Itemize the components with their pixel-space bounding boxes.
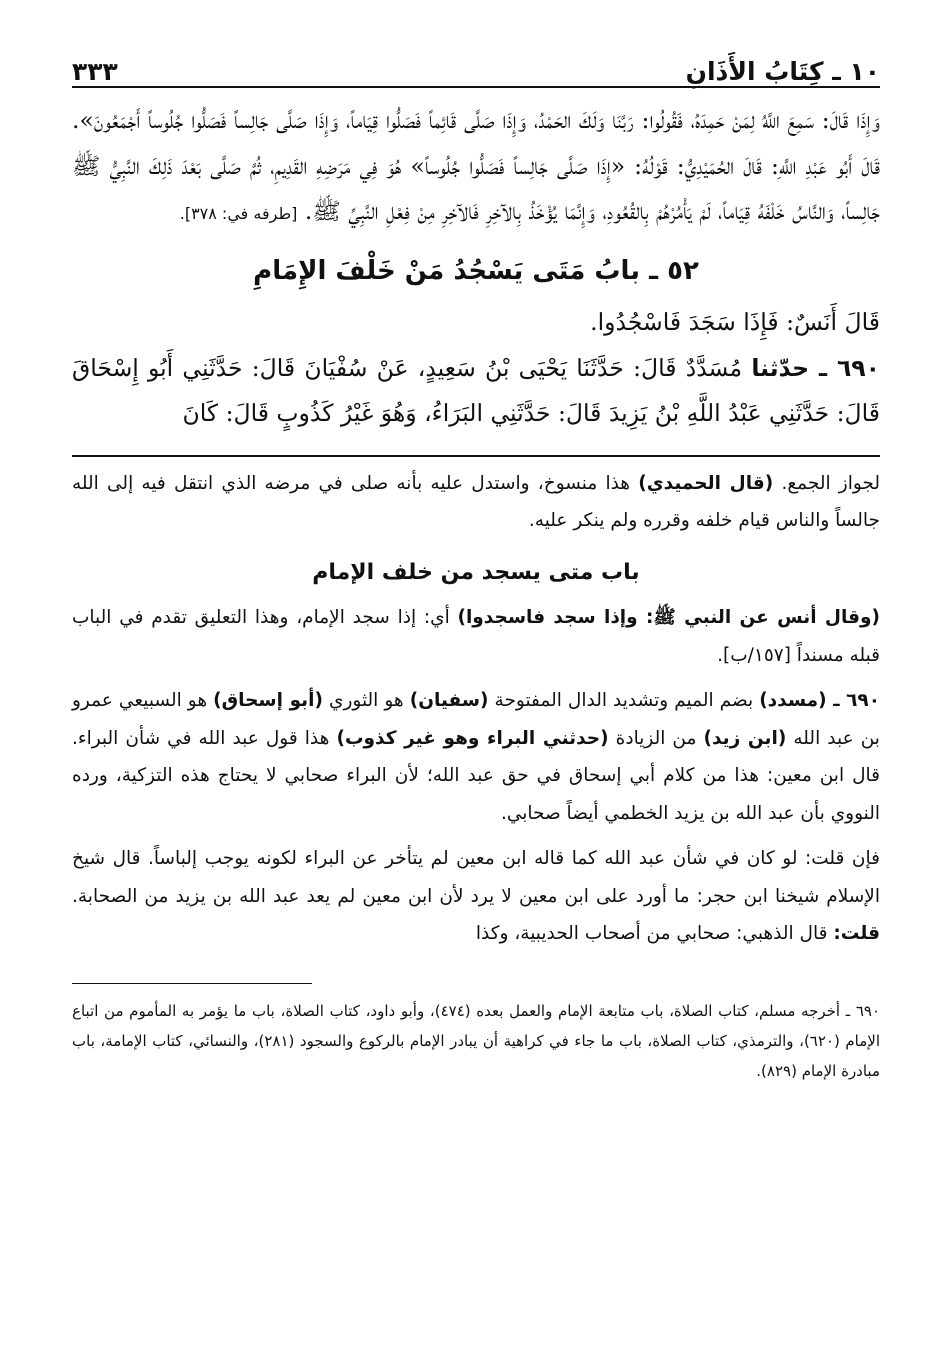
quoted-term: (قال الحميدي) bbox=[638, 472, 774, 494]
quoted-term: (ابن زيد) bbox=[703, 727, 787, 749]
footnote: ٦٩٠ ـ أخرجه مسلم، كتاب الصلاة، باب متابعة الإمام والعمل بعده (٤٧٤)، وأبو داود، كتاب الصلاة، باب ما يؤمر به المأموم من اتباع الإمام (٦٢٠)، والترمذي، كتاب الصلاة، باب ما جاء في كراهية أن يبادر الإمام بالركوع والسجود (٢٨١)، والنسائي، كتاب الإمامة، باب مبادرة الإمام (٨٢٩). bbox=[72, 1001, 880, 1080]
hadith-text-block bbox=[72, 98, 880, 437]
quoted-term: (حدثني البراء وهو غير كذوب) bbox=[336, 727, 609, 749]
commentary-text: هذا قول عبد الله في شأن البراء. قال ابن معين: هذا من كلام أبي إسحاق في حق عبد الله؛ لأن البراء صحابي لا يحتاج هذه التزكية، ورده النووي بأن عبد الله بن يزيد الخطمي أيضاً صحابي. bbox=[72, 727, 880, 824]
commentary-text: قال الذهبي: صحابي من أصحاب الحديبية، وكذا bbox=[475, 923, 828, 944]
commentary-paragraph bbox=[72, 599, 880, 674]
quoted-term: ٦٩٠ ـ (مسدد) bbox=[759, 690, 881, 711]
chapter-title: ١٠ ـ كِتَابُ الأَذَانِ bbox=[685, 57, 880, 86]
quoted-term: (سفيان) bbox=[409, 690, 489, 711]
hadith-690 bbox=[72, 346, 880, 437]
commentary-paragraph bbox=[72, 840, 880, 953]
commentary-paragraph bbox=[72, 465, 880, 540]
commentary-paragraph bbox=[72, 682, 880, 832]
hadith-690-text: مُسَدَّدٌ قَالَ: حَدَّثَنَا يَحْيَى بْنُ سَعِيدٍ، عَنْ سُفْيَانَ قَالَ: حَدَّثَنِي أَبُو إِسْحَاقَ قَالَ: حَدَّثَنِي عَبْدُ اللَّهِ بْنُ يَزِيدَ قَالَ: حَدَّثَنِي البَرَاءُ، وَهُوَ غَيْرُ كَذُوبٍ قَالَ: كَانَ bbox=[72, 353, 880, 427]
quoted-term: (وقال أنس عن النبي ﷺ: وإذا سجد فاسجدوا) bbox=[457, 607, 880, 628]
hadith-paragraph bbox=[72, 98, 880, 237]
anas-narration: قَالَ أَنَسٌ: فَإِذَا سَجَدَ فَاسْجُدُوا. bbox=[590, 308, 880, 336]
hadith-number: ٦٩٠ ـ حدّثنا bbox=[751, 353, 880, 382]
commentary-text: بضم الميم وتشديد الدال المفتوحة bbox=[494, 690, 754, 711]
page-header bbox=[72, 38, 880, 88]
commentary-text: هذا منسوخ، واستدل عليه بأنه صلى في مرضه الذي انتقل فيه إلى الله جالساً والناس قيام خلفه وقرره ولم ينكر عليه. bbox=[72, 472, 880, 531]
book-page bbox=[72, 38, 880, 1086]
commentary-block bbox=[72, 465, 880, 953]
commentary-text: فإن قلت: لو كان في شأن عبد الله كما قاله ابن معين لم يتأخر عن البراء لكونه يوجب إلباساً. قال شيخ الإسلام شيخنا ابن حجر: ما أورد على ابن معين لا يرد لأن ابن معين لم يعد عبد الله بن يزيد من الصحابة. bbox=[72, 848, 880, 907]
section-divider bbox=[72, 455, 880, 457]
quoted-term: (أبو إسحاق) bbox=[213, 690, 323, 711]
page-number: ٣٣٣ bbox=[72, 57, 118, 86]
commentary-text: هو السبيعي عمرو بن عبد الله bbox=[72, 690, 880, 749]
quoted-term: قلت: bbox=[833, 923, 880, 944]
commentary-text: هو الثوري bbox=[328, 690, 404, 711]
commentary-text: أي: إذا سجد الإمام، وهذا التعليق تقدم في الباب قبله مسنداً [١٥٧/ب]. bbox=[72, 607, 880, 666]
hadith-text: وَإِذَا قَالَ: سَمِعَ اللَّهُ لِمَنْ حَمِدَهُ، فَقُولُوا: رَبَّنَا وَلَكَ الحَمْدُ، وَإِذَا صَلَّى قَائِماً فَصَلُّوا قِيَاماً، وَإِذَا صَلَّى جَالِساً فَصَلُّوا جُلُوساً أَجْمَعُونَ». قَالَ أَبُو عَبْدِ اللَّهِ: قَالَ الحُمَيْدِيُّ: قَوْلُهُ: «إِذَا صَلَّى جَالِساً فَصَلُّوا جُلُوساً» هُوَ فِي مَرَضِهِ القَدِيمِ، ثُمَّ صَلَّى بَعْدَ ذَلِكَ النَّبِيُّ ﷺ جَالِساً، وَالنَّاسُ خَلْفَهُ قِيَاماً، لَمْ يَأْمُرْهُمْ بِالقُعُودِ، وَإِنَّمَا يُؤْخَذُ بِالآخِرِ فَالآخِرِ مِنْ فِعْلِ النَّبِيِّ ﷺ. bbox=[72, 106, 880, 225]
commentary-text: لجواز الجمع. bbox=[781, 472, 880, 494]
chapter-heading: ٥٢ ـ بابُ مَتَى يَسْجُدُ مَنْ خَلْفَ الإِمَامِ bbox=[253, 255, 699, 286]
commentary-text: من الزيادة bbox=[615, 727, 697, 749]
commentary-subheading: باب متى يسجد من خلف الإمام bbox=[312, 559, 640, 585]
footnote-divider bbox=[72, 983, 312, 984]
cross-reference: [طرفه في: ٣٧٨]. bbox=[179, 204, 298, 223]
